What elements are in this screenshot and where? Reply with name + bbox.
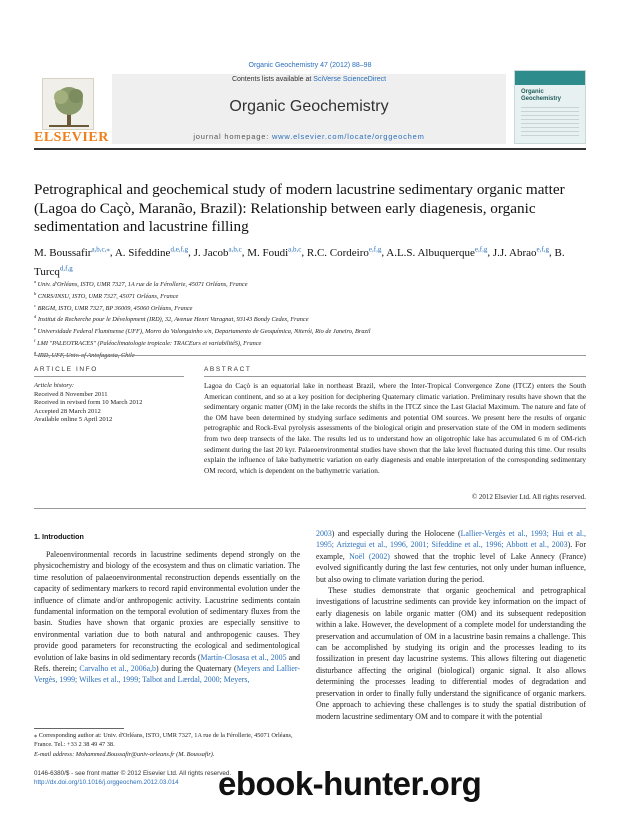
- author[interactable]: R.C. Cordeiro$^{e,f,g}$: [306, 245, 382, 259]
- affiliation: $^f$ LMI "PALEOTRACES" (Paléoclimatologie tropicale: TRACEurs et variabilitéS), France: [34, 337, 262, 348]
- history-item: Available online 5 April 2012: [34, 416, 113, 423]
- cover-lines: [521, 107, 579, 137]
- author[interactable]: A. Sifeddine$^{d,e,f,g}$: [114, 245, 189, 259]
- affiliations: [34, 278, 586, 361]
- author[interactable]: B. Turcq$^{d,f,g}$: [34, 246, 565, 279]
- footnote-divider: [34, 728, 124, 729]
- affiliation: $^b$ CNRS/INSU, ISTO, UMR 7327, 45071 Orléans, France: [34, 290, 179, 300]
- masthead: [34, 70, 586, 150]
- publisher-logo: [34, 74, 109, 145]
- cover-band: [515, 71, 585, 85]
- history-label: Article history:: [34, 382, 75, 389]
- article-title: Petrographical and geochemical study of modern lacustrine sedimentary organic matter (Lagoa do Caçò, Maranão, Brazil): Relationship between early diagenesis, organic sedimentation and lacustrine filling: [34, 181, 565, 235]
- author[interactable]: J.J. Abrao$^{e,f,g}$: [492, 245, 549, 259]
- masthead-divider: [34, 148, 586, 150]
- citation-link[interactable]: Meyers and Lallier-Vergès, 1999; Wilkes et al., 1999; Talbot and Lærdal, 2000; Meyers,: [34, 664, 300, 685]
- citation-link[interactable]: Carvalho et al., 2006a,b: [79, 664, 157, 674]
- abstract-text: Lagoa do Caçò is an equatorial lake in northeast Brazil, where the Inter-Tropical Convergence Zone (ITCZ) enters the South American continent, and so at a key position for deciphering Quaternary climatic variation. Preliminary results have shown that the sedimentary organic matter (OM) in the lake records the shifts in the ITCZ since the Last Glacial Maximum. The nature and fate of the OM have been determined by studying surface sediments and potential OM sources. We present here the results of organic petrographic and Rock-Eval pyrolysis assessments of the biological origin and preservation state of the OM in modern sediments from two deep transects of the lake. The results led us to understand how an oligotrophic lake has accumulated 6 m of OM-rich sediment during the last 20 kyr. Palaeoenvironmental studies have shown that the lake level fluctuated during this time. Our results explain the influence of lake bathymetric variation on early diagenesis and enable interpretation of the corresponding sedimentary OM record, which is dependent on the bathymetric variation.: [204, 382, 586, 475]
- author[interactable]: M. Foudi$^{a,b,c}$: [247, 245, 302, 259]
- history-item: Received 8 November 2011: [34, 390, 108, 398]
- history-item: Accepted 28 March 2012: [34, 407, 101, 415]
- article-info-divider: [34, 376, 184, 377]
- abstract-divider: [204, 376, 586, 377]
- contents-line: [112, 76, 506, 83]
- author-list: M. Boussafir$^{a,b,c,⁎}$, A. Sifeddine$^{d,e,f,g}$, J. Jacob$^{a,b,c}$, M. Foudi$^{a,b,c}$, R.C. Cordeiro$^{e,f,g}$, A.L.S. Albuquerque$^{e,f,g}$, J.J. Abrao$^{e,f,g}$, B. Turcq$^{d,f,g}$: [34, 245, 565, 279]
- corresponding-author-footnote: ⁎ Corresponding author at: Univ. d'Orléans, ISTO, UMR 7327, 1A rue de la Férollerie, 45071 Orléans, France. Tel.: +33 2 38 49 47 38.: [34, 732, 293, 748]
- homepage-line: [112, 132, 506, 141]
- issn-line: 0146-6380/$ - see front matter © 2012 Elsevier Ltd. All rights reserved.: [34, 770, 232, 777]
- citation-link[interactable]: Lallier-Vergès et al., 1993; Hui et al., 1995; Ariztegui et al., 1996, 2001; Sifeddine et al., 1996; Abbott et al., 2003: [316, 529, 587, 550]
- affiliation: $^e$ Universidade Federal Fluminense (UFF), Morro do Valonguinho s/n, Departamento de Geoquímica, Niterói, Rio de Janeiro, Brazil: [34, 326, 371, 336]
- article-history: [34, 382, 194, 425]
- abstract-heading: ABSTRACT: [204, 366, 252, 373]
- homepage-prefix: journal homepage:: [193, 132, 272, 141]
- introduction-heading: 1. Introduction: [34, 532, 84, 541]
- affiliation: $^c$ BRGM, ISTO, UMR 7327, BP 36009, 45060 Orléans, France: [34, 302, 193, 312]
- author[interactable]: J. Jacob$^{a,b,c}$: [193, 245, 242, 259]
- citation-link[interactable]: 2003: [316, 529, 332, 538]
- journal-cover-thumbnail: [514, 70, 586, 144]
- author[interactable]: M. Boussafir$^{a,b,c,⁎}$: [34, 245, 110, 259]
- body-column-left: [34, 549, 300, 686]
- homepage-link[interactable]: www.elsevier.com/locate/orggeochem: [271, 132, 425, 141]
- affiliation: $^a$ Univ. d'Orléans, ISTO, UMR 7327, 1A rue de la Férollerie, 45071 Orléans, France: [34, 279, 248, 289]
- paragraph: 2003) and especially during the Holocene (Lallier-Vergès et al., 1993; Hui et al., 1995; Ariztegui et al., 1996, 2001; Sifeddine et al., 1996; Abbott et al., 2003). For example, Noël (2002) showed that the trophic level of Lake Annecy (France) evolved significantly during the last few centuries, not only under human influence, but also owing to climate variation during the period.: [316, 529, 587, 584]
- body-column-right: [316, 528, 586, 722]
- email-footnote[interactable]: E-mail address: Mohammed.Boussafir@univ-orleans.fr (M. Boussafir).: [34, 751, 215, 758]
- contents-prefix: Contents lists available at: [231, 76, 314, 83]
- elsevier-tree-icon: [42, 78, 94, 130]
- article-info-heading: ARTICLE INFO: [34, 366, 98, 373]
- author[interactable]: A.L.S. Albuquerque$^{e,f,g}$: [386, 245, 488, 259]
- publisher-name: ELSEVIER: [34, 130, 109, 145]
- paragraph: These studies demonstrate that organic geochemical and petrographical investigations of lacustrine sediments can provide key information on the impact of early diagenesis on labile organic matter (OM) and its subsequent redeposition within a lake. However, the development of a complete model for understanding the preservation and accumulation of OM in a lacustrine basin remains a challenge. This can be accomplished by studying its origin and the processes leading to its fossilization in present day lacustrine systems. This allows filtering out diagenetic disturbance affecting the original (biological) organic signal. It also allows determining the processes leading to differential modes of degradation and preservation in order to finally fully understand the significance of organic markers. One approach to achieving these challenges is to study the spatial distribution of modern lacustrine sedimentary OM and to compare it with the potential: [316, 586, 586, 721]
- watermark: ebook-hunter.org: [218, 765, 482, 802]
- journal-header-box: [112, 74, 506, 144]
- citation-link[interactable]: Martín-Closasa et al., 2005: [200, 652, 287, 662]
- journal-title: Organic Geochemistry: [229, 98, 389, 115]
- affiliation: $^d$ Institut de Recherche pour le Dévelopment (IRD), 32, Avenue Henri Varagnat, 93143 Bondy Cedex, France: [34, 314, 309, 324]
- sciencedirect-link[interactable]: SciVerse ScienceDirect: [313, 76, 387, 83]
- citation-link[interactable]: Noël (2002): [349, 551, 390, 561]
- journal-citation[interactable]: Organic Geochemistry 47 (2012) 88–98: [248, 62, 372, 69]
- history-item: Received in revised form 10 March 2012: [34, 399, 143, 406]
- abstract-copyright: © 2012 Elsevier Ltd. All rights reserved.: [471, 493, 586, 501]
- cover-title: Organic Geochemistry: [521, 89, 562, 102]
- affiliation: g: [34, 349, 37, 355]
- affiliations-divider: [34, 355, 586, 356]
- abstract-bottom-divider: [34, 508, 586, 509]
- paragraph: Paleoenvironmental records in lacustrine sediments depend strongly on the physicochemistry and biology of the ecosystem and thus on climatic variation. The time resolution of palaeoenvironmental reconstruction depends essentially on the capacity of sedimentary markers to record rapid environmental evolution under the influence of climate and/or anthropogenic activity. Lacustrine sediments contain fundamental information on the temporal evolution of sedimentary fluxes from the basin. Studies have shown that organic proxies are especially sensitive to environmental variation due to both natural and anthropogenic causes. They provide good parameters for reconstructing the ecological and sedimentological evolution of lake basins in old sedimentary records (Martín-Closasa et al., 2005 and Refs. therein; Carvalho et al., 2006a,b) during the Quaternary (Meyers and Lallier-Vergès, 1999; Wilkes et al., 1999; Talbot and Lærdal, 2000; Meyers,: [34, 550, 300, 685]
- doi-link[interactable]: http://dx.doi.org/10.1016/j.orggeochem.2012.03.014: [34, 779, 179, 786]
